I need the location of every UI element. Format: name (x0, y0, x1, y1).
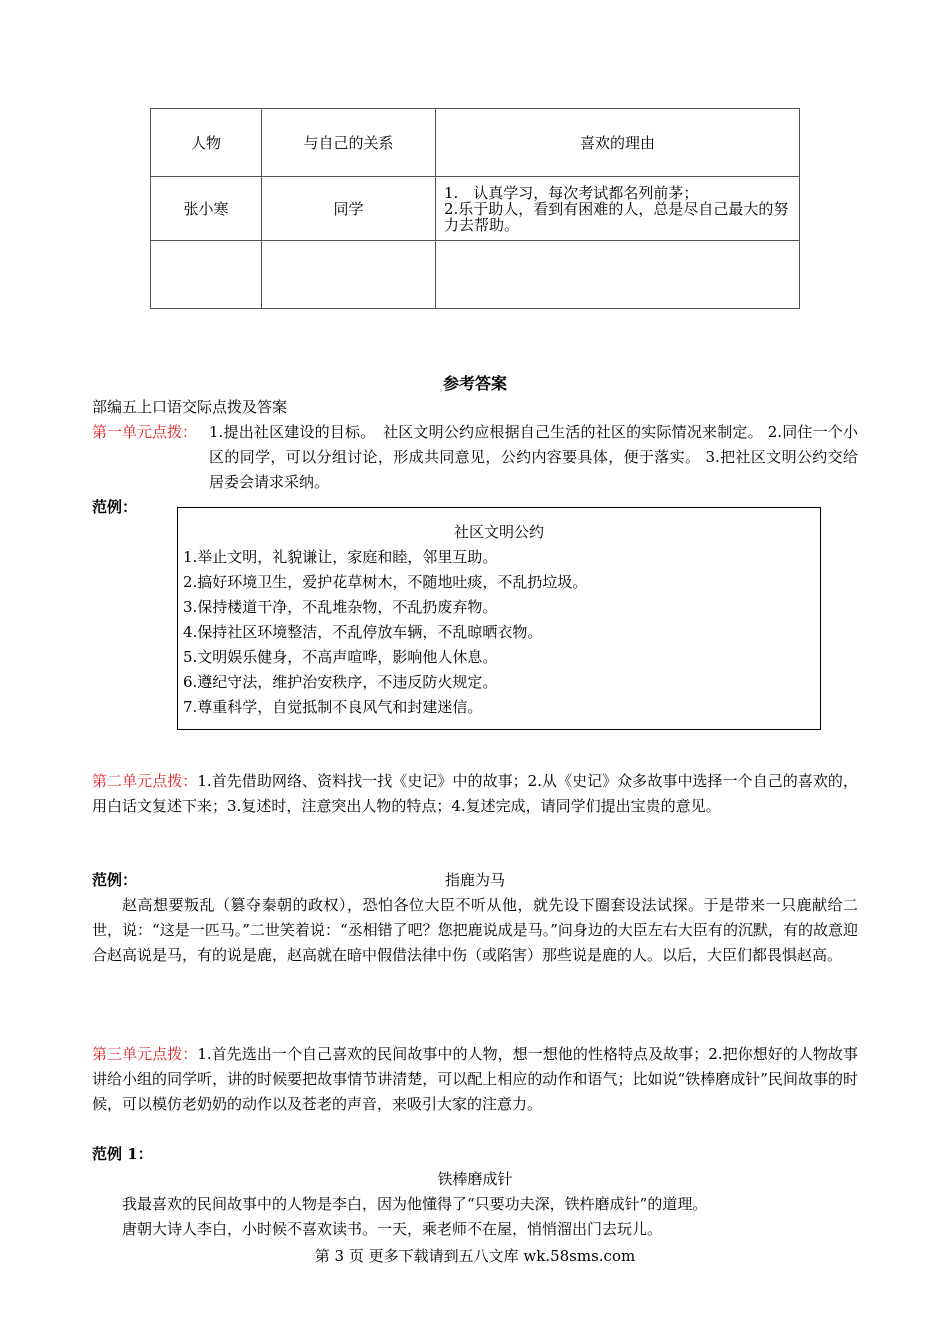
header-reason: 喜欢的理由 (436, 109, 800, 177)
unit3-text: 1.首先选出一个自己喜欢的民间故事中的人物，想一想他的性格特点及故事；2.把你想好的人物故事讲给小组的同学听，讲的时候要把故事情节讲清楚，可以配上相应的动作和语气；比如说“铁棒磨成针”民间故事的时候，可以模仿老奶奶的动作以及苍老的声音，来吸引大家的注意力。 (92, 1045, 858, 1113)
table-row-empty (151, 241, 800, 309)
unit3-story-line: 我最喜欢的民间故事中的人物是李白，因为他懂得了“只要功夫深，铁杵磨成针”的道理。 (122, 1195, 708, 1213)
subtitle: 部编五上口语交际点拨及答案 (92, 398, 288, 416)
unit3-section (92, 1042, 858, 1117)
unit3-label: 第三单元点拨： (92, 1045, 198, 1063)
convention-item: 3.保持楼道干净，不乱堆杂物，不乱扔废弃物。 (183, 598, 498, 616)
unit2-label: 第二单元点拨： (92, 772, 198, 790)
cell-reason (436, 177, 800, 241)
unit2-text: 1.首先借助网络、资料找一找《史记》中的故事；2.从《史记》众多故事中选择一个自己的喜欢的，用白话文复述下来；3.复述时，注意突出人物的特点；4.复述完成，请同学们提出宝贵的意见。 (92, 772, 858, 815)
cell-empty (151, 241, 262, 309)
cell-person: 张小寒 (151, 177, 262, 241)
table-header-row (151, 109, 800, 177)
unit1-section (92, 420, 858, 495)
unit3-example-label: 范例 1： (92, 1145, 153, 1163)
box-title: 社区文明公约 (453, 523, 544, 541)
convention-item: 1.举止文明，礼貌谦让，家庭和睦，邻里互助。 (183, 548, 498, 566)
cell-empty (262, 241, 436, 309)
unit2-story: 赵高想要叛乱（篡夺秦朝的政权），恐怕各位大臣不听从他，就先设下圈套设法试探。于是带来一只鹿献给二世，说：“这是一匹马。”二世笑着说：“丞相错了吧？您把鹿说成是马。”问身边的大臣左右大臣有的沉默，有的故意迎合赵高说是马，有的说是鹿，赵高就在暗中假借法律中伤（或陷害）那些说是鹿的人。以后，大臣们都畏惧赵高。 (92, 896, 858, 964)
unit3-story-line: 唐朝大诗人李白，小时候不喜欢读书。一天，乘老师不在屋，悄悄溜出门去玩儿。 (122, 1220, 663, 1238)
convention-item: 7.尊重科学，自觉抵制不良风气和封建迷信。 (183, 698, 483, 716)
table-row (151, 177, 800, 241)
unit2-story-title: 指鹿为马 (444, 871, 505, 889)
unit3-story-title: 铁棒磨成针 (437, 1170, 513, 1188)
unit2-section (92, 769, 858, 819)
page-footer: 第 3 页 更多下载请到五八文库 wk.58sms.com (314, 1247, 636, 1265)
unit1-label: 第一单元点拨： (92, 423, 198, 441)
favorite-person-table (150, 108, 800, 309)
header-relation: 与自己的关系 (262, 109, 436, 177)
convention-item: 2.搞好环境卫生，爱护花草树木，不随地吐痰，不乱扔垃圾。 (183, 573, 588, 591)
answer-title: 参考答案 (442, 374, 507, 393)
unit2-example-label: 范例： (92, 871, 138, 889)
community-convention-box (177, 507, 821, 730)
convention-item: 6.遵纪守法，维护治安秩序，不违反防火规定。 (183, 673, 498, 691)
cell-relation: 同学 (262, 177, 436, 241)
header-person: 人物 (151, 109, 262, 177)
unit1-example-label: 范例： (92, 498, 138, 516)
reason-line: 2.乐于助人，看到有困难的人，总是尽自己最大的努力去帮助。 (444, 199, 789, 234)
convention-item: 4.保持社区环境整洁，不乱停放车辆，不乱晾晒衣物。 (183, 623, 543, 641)
unit1-text: 1.提出社区建设的目标。 社区文明公约应根据自己生活的社区的实际情况来制定。 2.同住一个小区的同学，可以分组讨论，形成共同意见，公约内容要具体，便于落实。 3.把社区文明公约交给居委会请求采纳。 (209, 423, 858, 491)
cell-empty (436, 241, 800, 309)
reason-line: 1. 认真学习，每次考试都名列前茅； (444, 183, 699, 202)
convention-item: 5.文明娱乐健身，不高声喧哗，影响他人休息。 (183, 648, 498, 666)
